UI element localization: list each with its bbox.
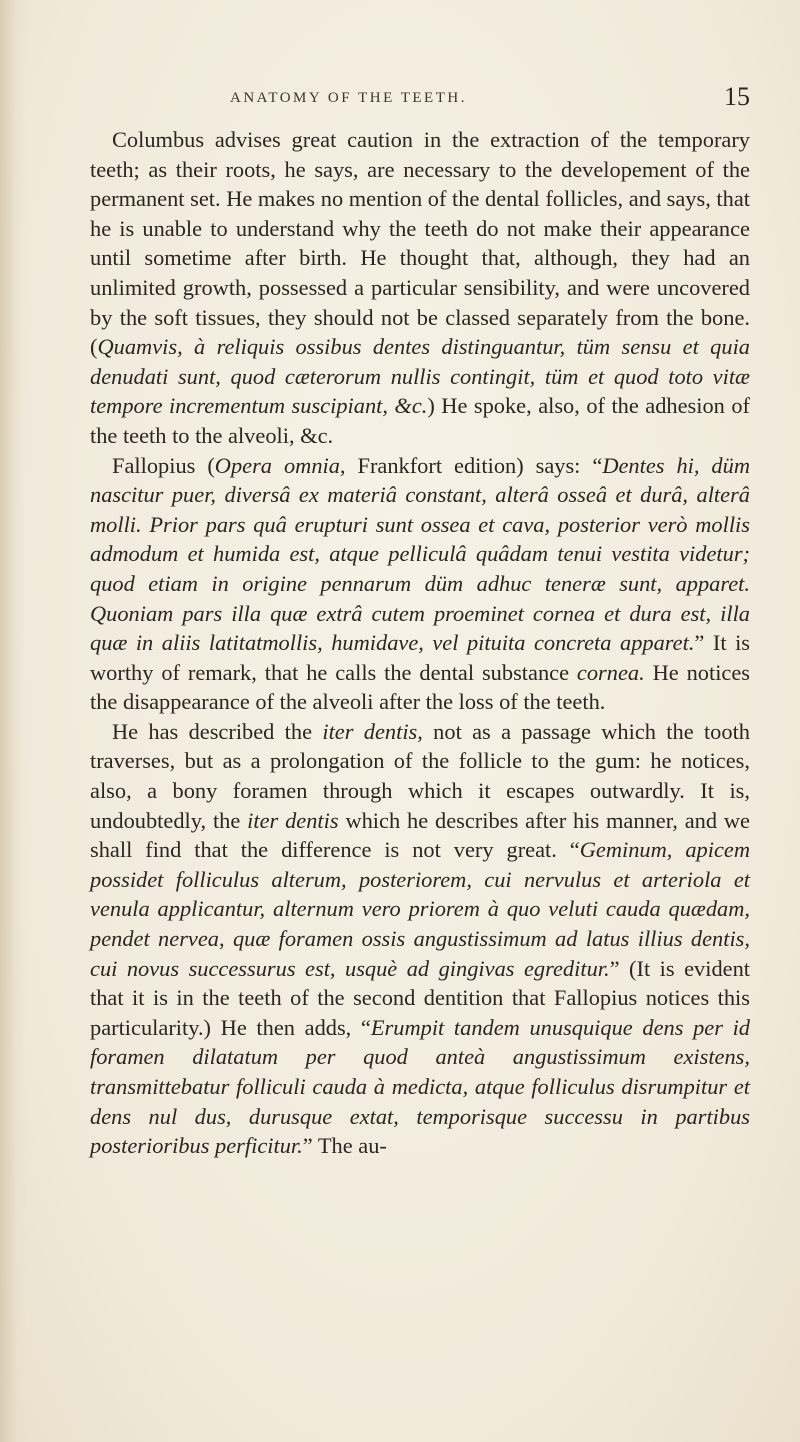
text-run: which he describes after his manner, and we shall find that the difference is not very great. “ bbox=[90, 807, 750, 863]
text-run: He notices the disappearance of the alveoli after the loss of the teeth. bbox=[90, 659, 751, 715]
text-run: not as a passage which the tooth traverses, but as a prolongation of the follicle to the gum: he notices, also, a bony foramen through which it escapes outwardly. It is, undoubtedly, the bbox=[90, 718, 750, 833]
paragraph-columbus bbox=[90, 125, 750, 451]
text-run: Columbus advises great caution in the extraction of the temporary teeth; as their roots, he says, are necessary to the developement of the permanent set. He makes no mention of the dental follicles, and says, that he is unable to understand why the teeth do not make their appearance until sometime after birth. He thought that, although, they had an unlimited growth, possessed a particular sensibility, and were uncovered by the soft tissues, they should not be classed separately from the bone. ( bbox=[90, 127, 750, 360]
book-title: Opera omnia, bbox=[214, 452, 346, 478]
page-header bbox=[90, 80, 750, 110]
text-run: ” (It is evident that it is in the teeth of the second dentition that Fallopius notices this particularity.) He then adds, “ bbox=[90, 955, 750, 1040]
text-run: He has described the bbox=[112, 718, 323, 744]
text-run: Fallopius ( bbox=[112, 452, 215, 478]
latin-quote: Dentes hi, düm nascitur puer, diversâ ex materiâ constant, alterâ osseâ et durâ, alterâ molli. Prior pars quâ erupturi sunt ossea et cava, posterior verò mollis admodum et humida est, atque pelliculâ quâdam tenui vestita videtur; quod etiam in origine pennarum düm adhuc teneræ sunt, apparet. Quoniam pars illa quæ extrâ cutem proeminet cornea et dura est, illa quæ in aliis latitatmollis, humidave, vel pituita concreta apparet. bbox=[90, 452, 750, 656]
text-run: ” The au- bbox=[302, 1133, 387, 1159]
latin-term: iter dentis bbox=[247, 807, 339, 833]
paragraph-fallopius bbox=[90, 451, 750, 717]
binding-shadow bbox=[0, 0, 28, 1442]
text-run: ” It is worthy of remark, that he calls the dental substance bbox=[90, 630, 751, 685]
latin-term: cornea. bbox=[576, 659, 645, 685]
latin-term: iter dentis, bbox=[322, 718, 423, 744]
running-head: ANATOMY OF THE TEETH. bbox=[230, 90, 467, 106]
paragraph-iter-dentis bbox=[90, 717, 750, 1161]
text-run: Frankfort edition) says: “ bbox=[345, 452, 603, 478]
body-text bbox=[90, 125, 750, 1161]
text-run: ) He spoke, also, of the adhesion of the teeth to the alveoli, &c. bbox=[90, 393, 750, 448]
page-number: 15 bbox=[724, 82, 750, 111]
latin-quote: Geminum, apicem possidet folliculus alterum, posteriorem, cui nervulus et arteriola et venula applicantur, alternum vero priorem à quo veluti cauda quædam, pendet nervea, quæ foramen ossis angustissimum ad latus illius dentis, cui novus successurus est, usquè ad gingivas egreditur. bbox=[90, 837, 750, 981]
latin-quote: Quamvis, à reliquis ossibus dentes distinguantur, tüm sensu et quia denudati sunt, quod cæterorum nullis contingit, tüm et quod toto vitæ tempore incrementum suscipiant, &c. bbox=[90, 334, 750, 419]
latin-quote: Erumpit tandem unusquique dens per id foramen dilatatum per quod anteà angustissimum existens, transmittebatur folliculi cauda à medicta, atque folliculus disrumpitur et dens nul dus, durusque extat, temporisque successu in partibus posterioribus perficitur. bbox=[90, 1014, 750, 1159]
